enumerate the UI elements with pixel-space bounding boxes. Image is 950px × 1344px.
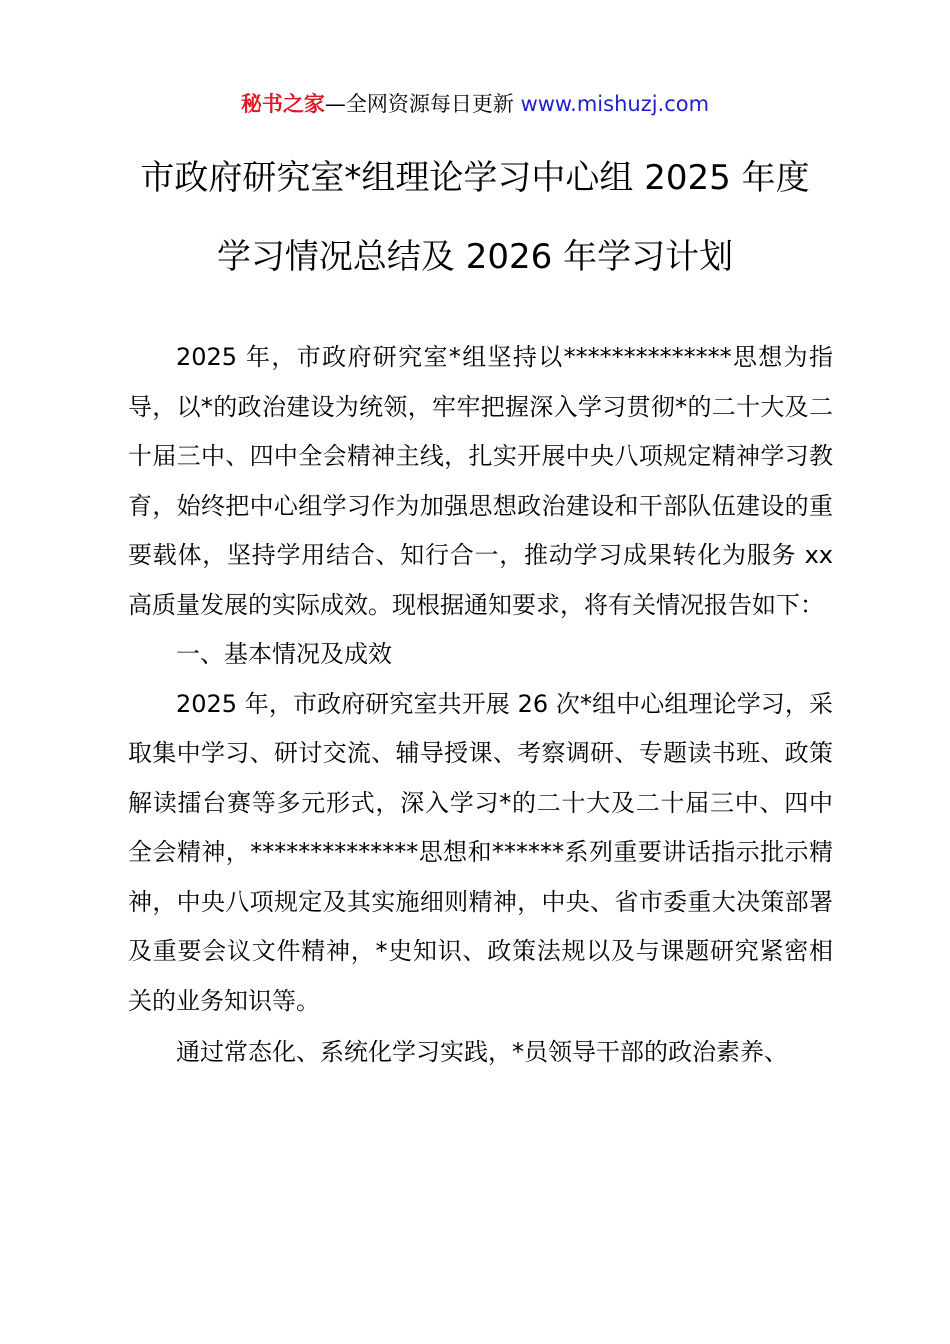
intro-paragraph: 2025 年，市政府研究室*组坚持以**************思想为指导，以*的政治建设为统领，牢牢把握深入学习贯彻*的二十大及二十届三中、四中全会精神主线，扎实开展中央八项规定精神学习教育，始终把中心组学习作为加强思想政治建设和干部队伍建设的重要载体，坚持学用结合、知行合一，推动学习成果转化为服务 xx 高质量发展的实际成效。现根据通知要求，将有关情况报告如下： — [128, 343, 833, 619]
document-body — [128, 333, 833, 1078]
section1-paragraph-2: 通过常态化、系统化学习实践，*员领导干部的政治素养、 — [176, 1038, 788, 1066]
title-line-2: 学习情况总结及 2026 年学习计划 — [216, 237, 734, 277]
section-heading-basic-situation: 一、基本情况及成效 — [176, 640, 392, 668]
site-header — [0, 88, 950, 120]
site-brand: 秘书之家 — [240, 92, 325, 116]
title-line-1: 市政府研究室*组理论学习中心组 2025 年度 — [140, 158, 810, 198]
site-url-link[interactable]: www.mishuzj.com — [520, 92, 710, 116]
section1-paragraph-1: 2025 年，市政府研究室共开展 26 次*组中心组理论学习，采取集中学习、研讨交流、辅导授课、考察调研、专题读书班、政策解读擂台赛等多元形式，深入学习*的二十大及二十届三中、四中全会精神，**************思想和******系列重要讲话指示批示精神，中央八项规定及其实施细则精神，中央、省市委重大决策部署及重要会议文件精神，*史知识、政策法规以及与课题研究紧密相关的业务知识等。 — [128, 689, 833, 1015]
document-title — [0, 153, 950, 282]
site-slogan: —全网资源每日更新 — [324, 92, 514, 116]
